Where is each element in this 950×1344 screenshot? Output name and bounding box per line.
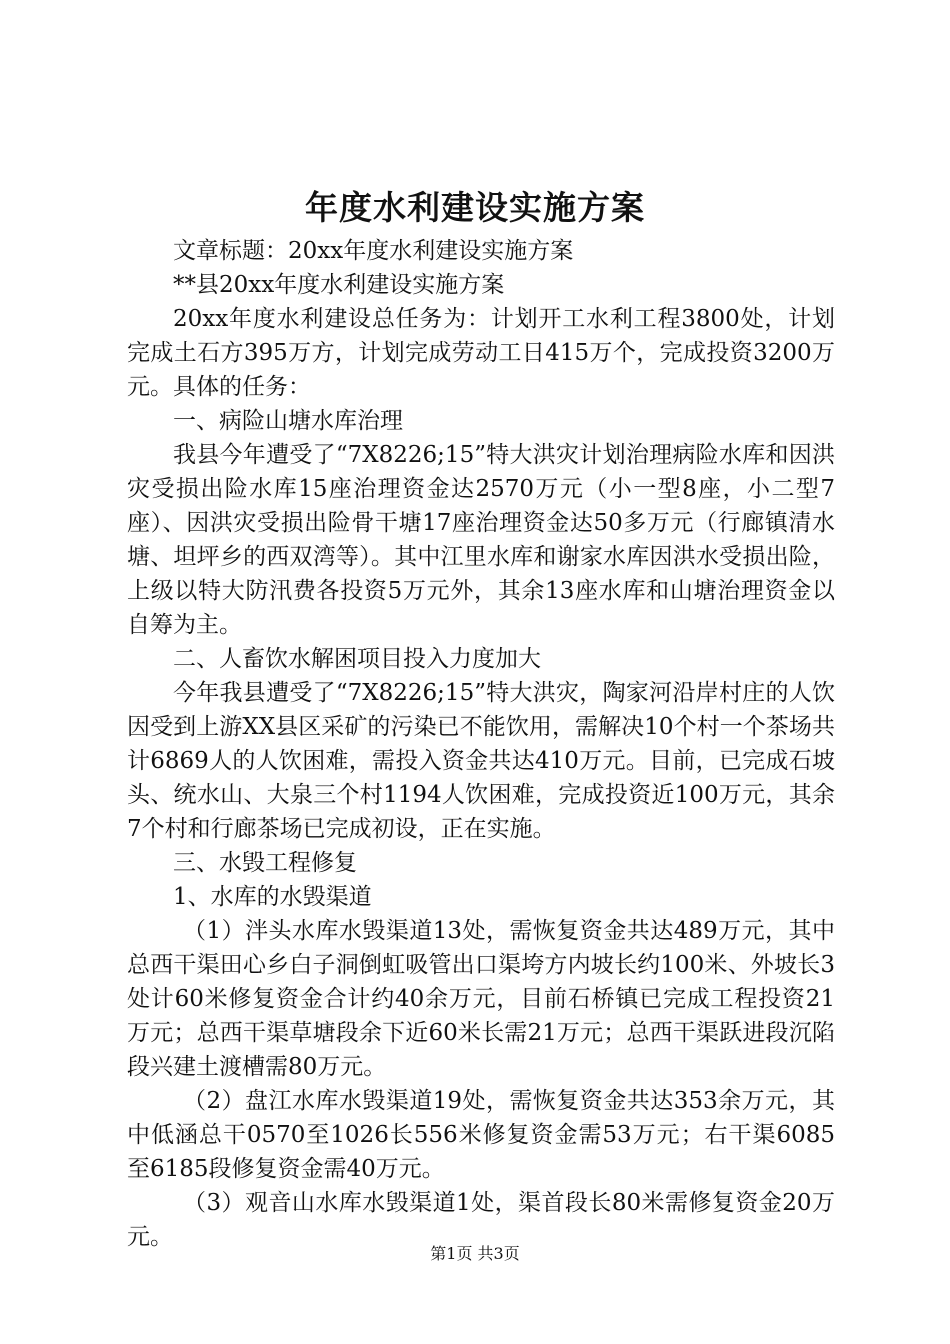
paragraph-subtitle: **县20xx年度水利建设实施方案 — [173, 272, 505, 298]
subsection-heading-1: 1、水库的水毁渠道 — [173, 884, 372, 910]
paragraph-overview: 20xx年度水利建设总任务为：计划开工水利工程3800处，计划完成土石方395万方，计划完成劳动工日415万个，完成投资3200万元。具体的任务： — [127, 306, 835, 400]
document-title: 年度水利建设实施方案 — [305, 188, 645, 227]
section-heading-3: 三、水毁工程修复 — [173, 850, 357, 876]
page-footer: 第1页 共3页 — [430, 1244, 520, 1263]
section-heading-1: 一、病险山塘水库治理 — [173, 408, 403, 434]
paragraph-item-3: （3）观音山水库水毁渠道1处，渠首段长80米需修复资金20万元。 — [127, 1190, 835, 1250]
paragraph-section-1: 我县今年遭受了“7X8226;15”特大洪灾计划治理病险水库和因洪灾受损出险水库15座治理资金达2570万元（小一型8座，小二型7座）、因洪灾受损出险骨干塘17座治理资金达50多万元（行廊镇清水塘、坦坪乡的西双湾等）。其中江里水库和谢家水库因洪水受损出险，上级以特大防汛费各投资5万元外，其余13座水库和山塘治理资金以自筹为主。 — [127, 442, 835, 638]
paragraph-section-2: 今年我县遭受了“7X8226;15”特大洪灾，陶家河沿岸村庄的人饮因受到上游XX县区采矿的污染已不能饮用，需解决10个村一个茶场共计6869人的人饮困难，需投入资金共达410万元。目前，已完成石坡头、统水山、大泉三个村1194人饮困难，完成投资近100万元，其余7个村和行廊茶场已完成初设，正在实施。 — [127, 680, 835, 842]
paragraph-item-1: （1）泮头水库水毁渠道13处，需恢复资金共达489万元，其中总西干渠田心乡白子洞倒虹吸管出口渠垮方内坡长约100米、外坡长3处计60米修复资金合计约40余万元，目前石桥镇已完成工程投资21万元；总西干渠草塘段余下近60米长需21万元；总西干渠跃进段沉陷段兴建土渡槽需80万元。 — [127, 918, 835, 1080]
document-body — [127, 234, 835, 1254]
paragraph-article-title: 文章标题：20xx年度水利建设实施方案 — [173, 238, 574, 264]
section-heading-2: 二、人畜饮水解困项目投入力度加大 — [173, 646, 541, 672]
paragraph-item-2: （2）盘江水库水毁渠道19处，需恢复资金共达353余万元，其中低涵总干0570至1026长556米修复资金需53万元；右干渠6085至6185段修复资金需40万元。 — [127, 1088, 835, 1182]
